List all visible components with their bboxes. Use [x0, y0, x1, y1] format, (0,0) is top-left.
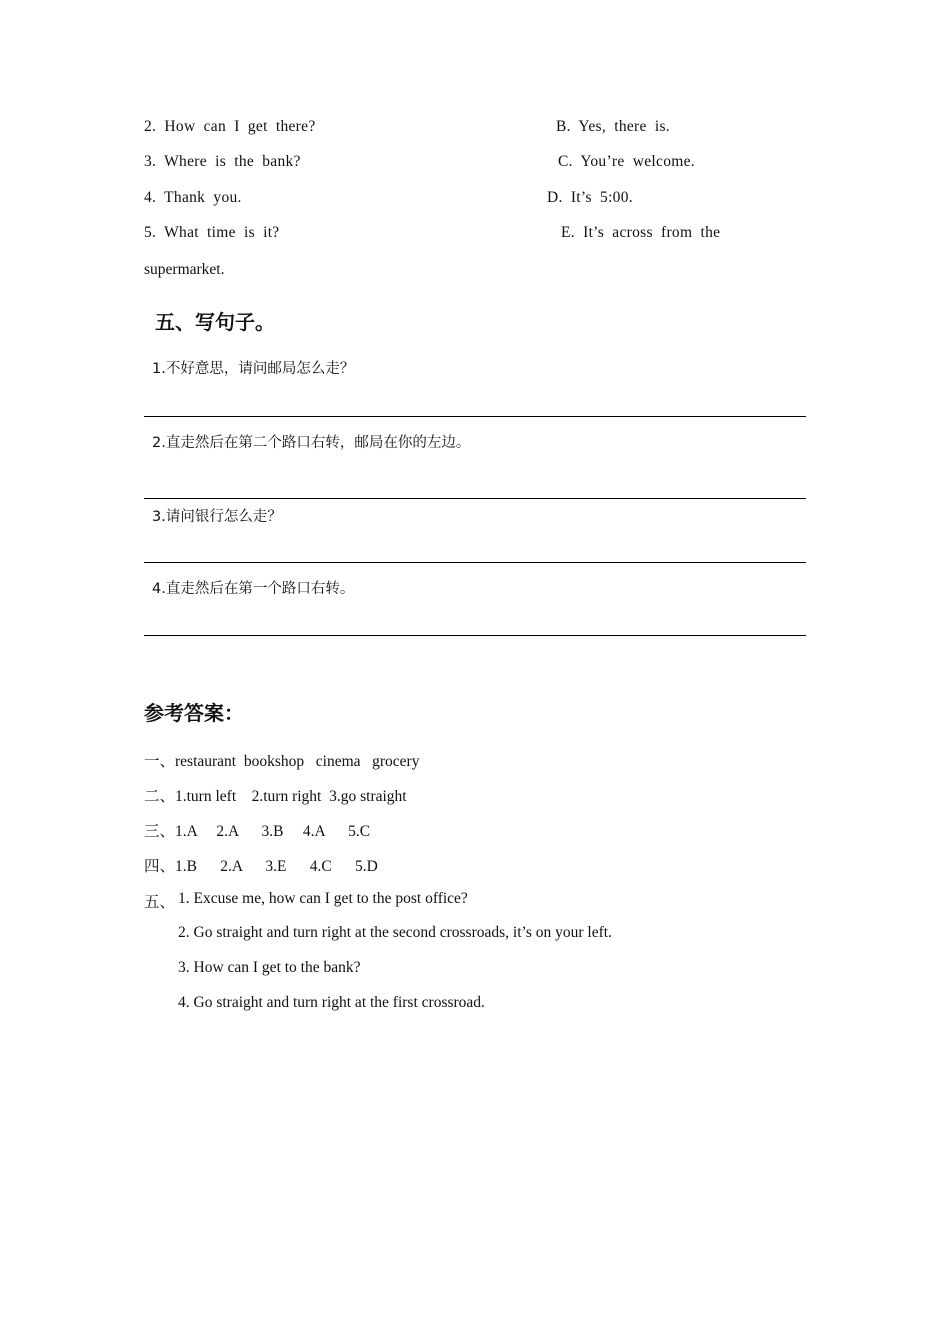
answer-key-five-1: 1. Excuse me, how can I get to the post office? — [178, 890, 468, 907]
answer-line-1 — [144, 416, 806, 417]
section-5-item-2: 2.直走然后在第二个路口右转，邮局在你的左边。 — [152, 435, 471, 451]
answer-key-five-2: 2. Go straight and turn right at the second crossroads, it’s on your left. — [178, 924, 612, 941]
section-5-item-3: 3.请问银行怎么走？ — [152, 509, 282, 525]
answer-key-title: 参考答案： — [144, 701, 244, 725]
answer-key-line-3: 三、1.A 2.A 3.B 4.A 5.C — [144, 823, 371, 840]
matching-answer-e-wrap: supermarket. — [144, 261, 225, 278]
answer-key-five-prefix: 五、 — [144, 894, 176, 911]
section-5-title: 五、写句子。 — [155, 310, 275, 334]
matching-answer-e: E. It’s across from the — [561, 224, 721, 241]
answer-key-line-4: 四、1.B 2.A 3.E 4.C 5.D — [144, 858, 378, 875]
matching-question-4: 4. Thank you. — [144, 189, 242, 206]
matching-question-2: 2. How can I get there? — [144, 118, 316, 135]
matching-answer-c: C. You’re welcome. — [558, 153, 695, 170]
answer-line-4 — [144, 635, 806, 636]
answer-key-five-4: 4. Go straight and turn right at the first crossroad. — [178, 994, 485, 1011]
answer-line-2 — [144, 498, 806, 499]
section-5-item-1: 1.不好意思，请问邮局怎么走？ — [152, 361, 355, 377]
answer-key-line-1: 一、restaurant bookshop cinema grocery — [144, 753, 420, 770]
matching-answer-b: B. Yes, there is. — [556, 118, 670, 135]
matching-question-5: 5. What time is it? — [144, 224, 280, 241]
section-5-item-4: 4.直走然后在第一个路口右转。 — [152, 581, 355, 597]
answer-key-line-2: 二、1.turn left 2.turn right 3.go straight — [144, 788, 407, 805]
answer-key-five-3: 3. How can I get to the bank? — [178, 959, 361, 976]
matching-question-3: 3. Where is the bank? — [144, 153, 301, 170]
matching-answer-d: D. It’s 5:00. — [547, 189, 633, 206]
answer-line-3 — [144, 562, 806, 563]
